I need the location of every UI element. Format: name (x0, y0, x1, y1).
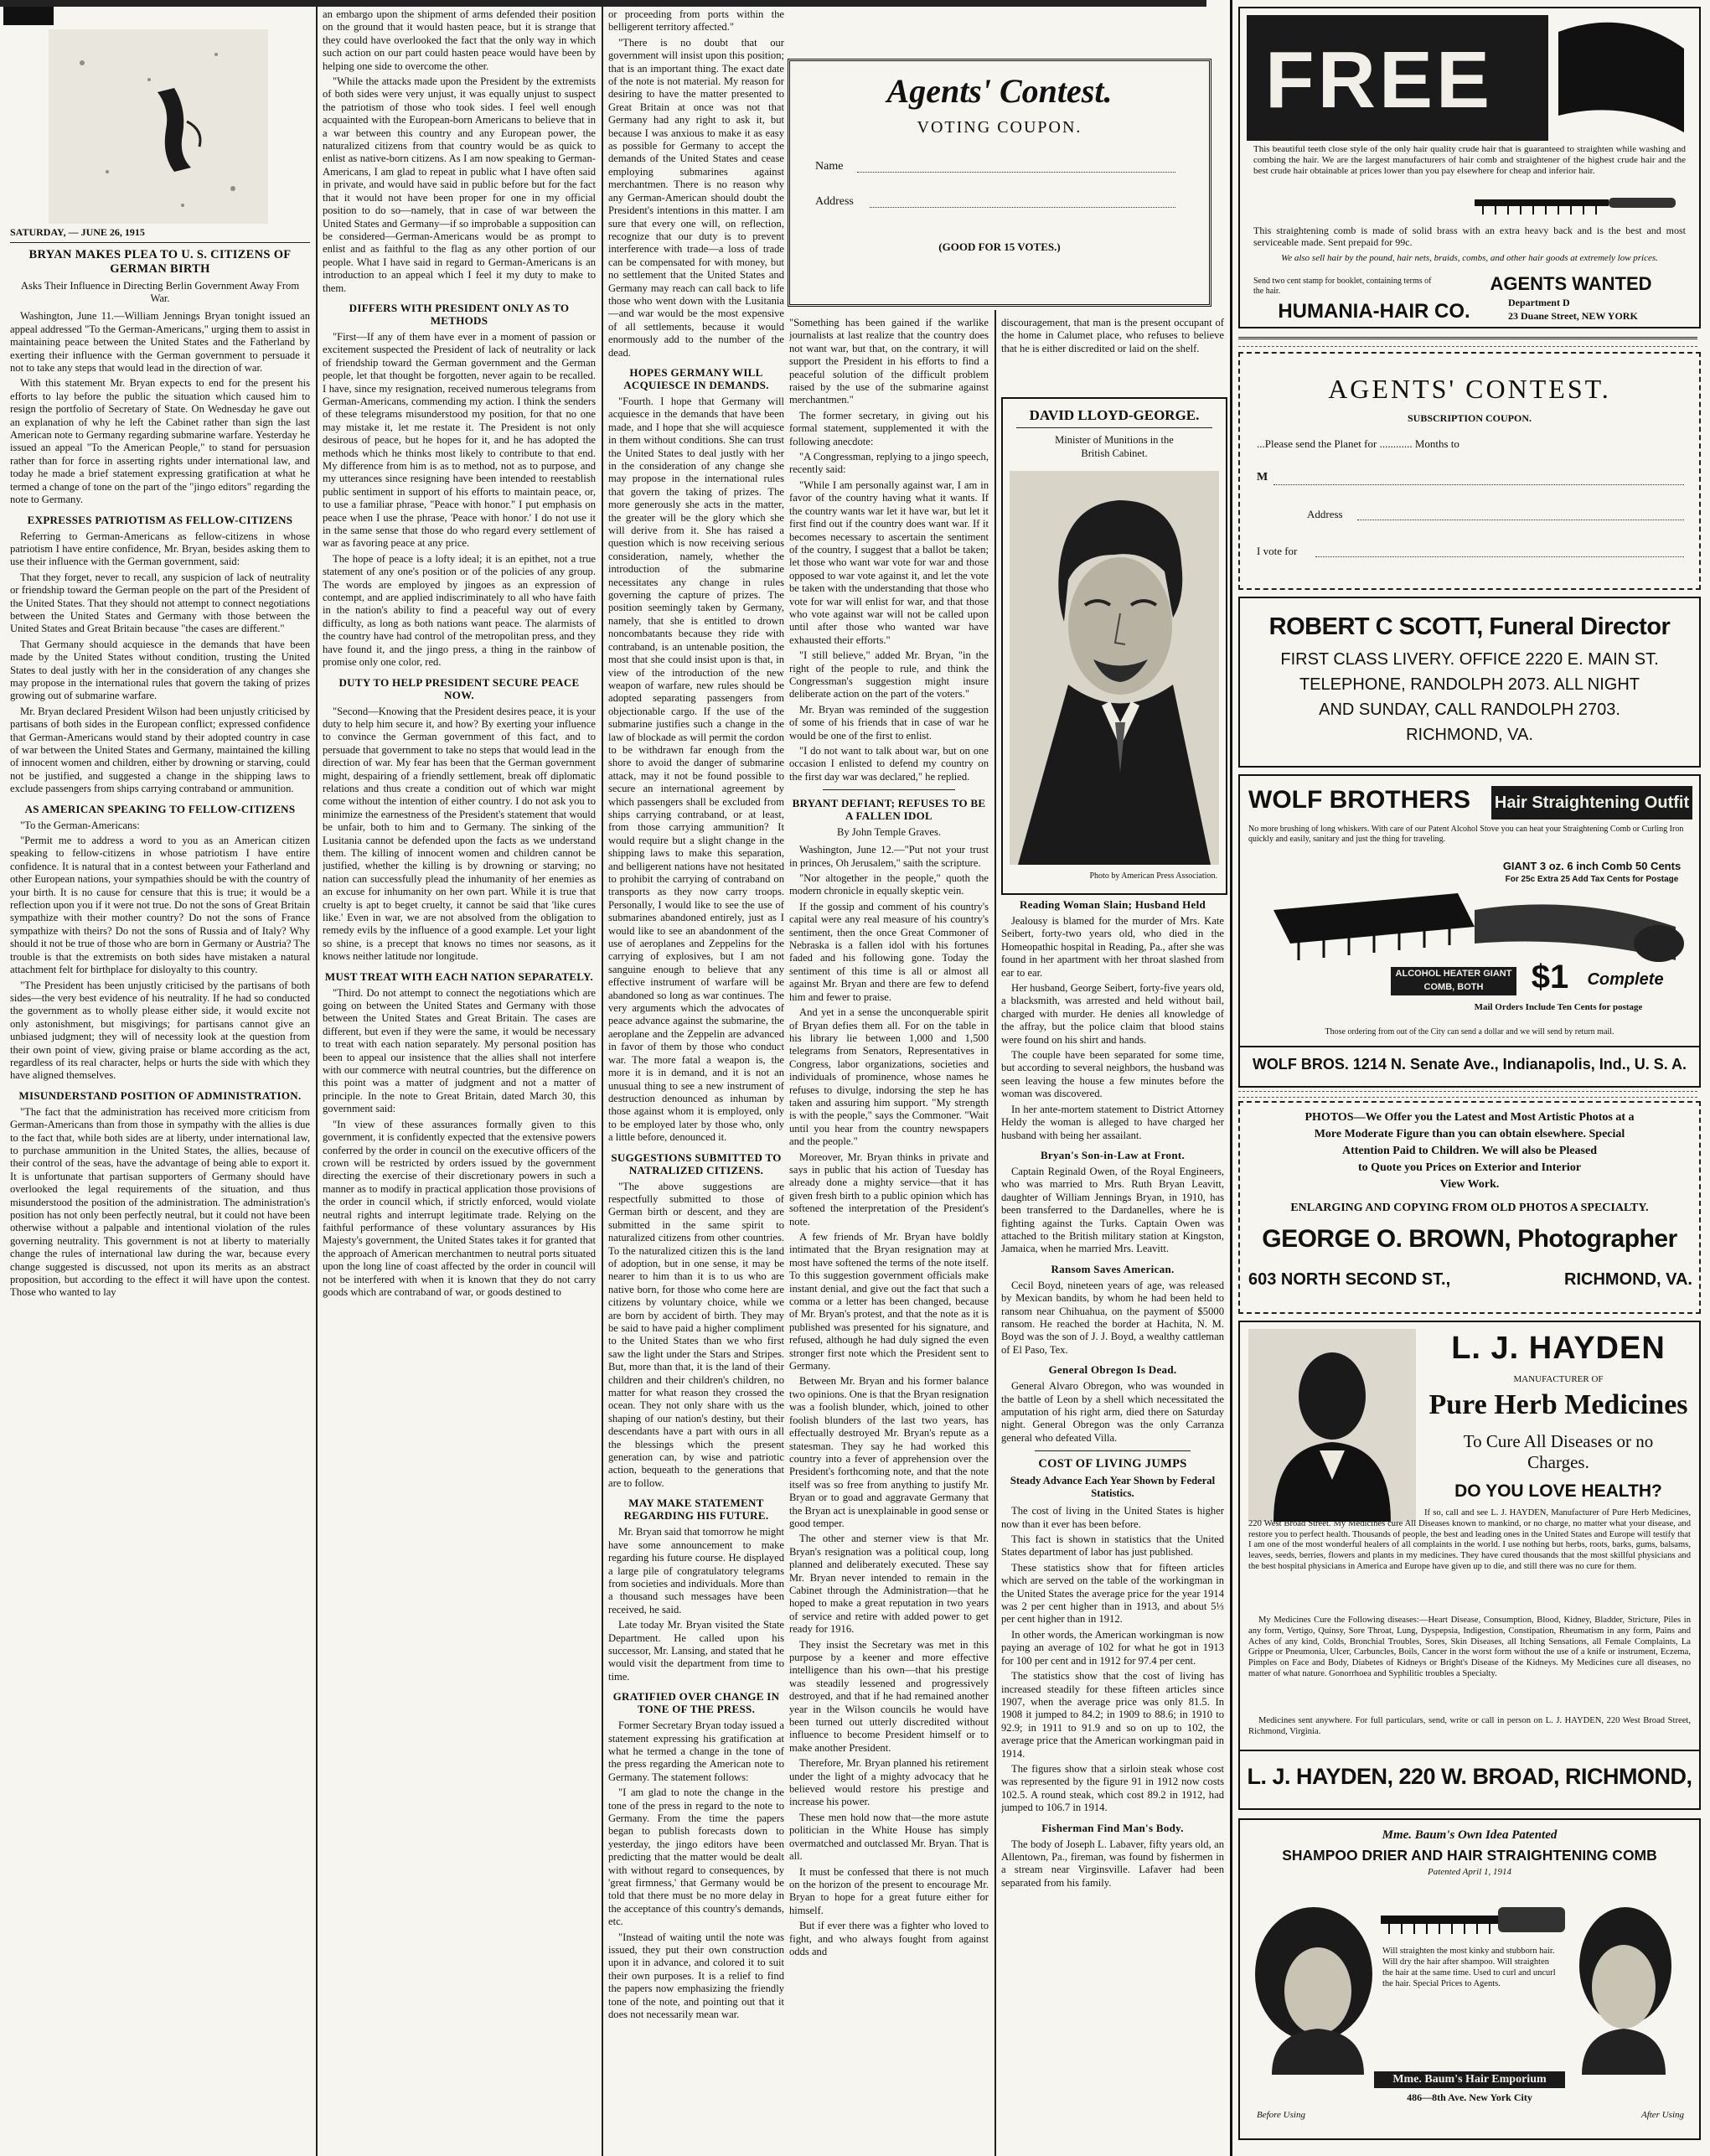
paragraph: Mr. Bryan was reminded of the suggestion of some of his friends that in case of war he would be one of the first to enlist. (789, 703, 989, 742)
brown-line3: Attention Paid to Children. We will also be Pleased (1342, 1145, 1597, 1157)
humania-body: This beautiful teeth close style of the only hair quality crude hair that is guaranteed to straighten while washing and combing the hair. We are the largest manufacturers of hair comb and straightener of the highest crude hair and the best crude hair obtainable at prices lower than you pay elsewhere for cheap and inferior hair. (1253, 144, 1686, 176)
paragraph: "The President has been unjustly criticised by the partisans of both sides—the very best evidence of his neutrality. If he had so conducted the government as to wholly please either side, it would excite not only astonishment, but misgivings; for partisans cannot give an unbiased judgment; they will of necessity look at the question from their own point of view, giving praise or blame according as the act, regardless of its real character, helps or hurts the side with which they have aligned themselves. (10, 979, 310, 1082)
wolf-title: WOLF BROTHERS (1248, 786, 1470, 814)
decorative-rule (1238, 1091, 1697, 1098)
masthead-ornament-image (49, 29, 268, 224)
free-headline: FREE (1265, 35, 1494, 125)
paragraph: With this statement Mr. Bryan expects to end for the present his efforts to lay before the public the situation which caused him to resign the portfolio of Secretary of State. On Wednesday he gave out an explanation of why he left the Cabinet rather than sign the last American note to Germany regarding submarine warfare. Yesterday he issued an appeal "To the American People," to stand for persuasion rather than for force in asserting rights under international law, and today he made a brief statement expressing gratification at what he termed a change of tone on the part of the "jingo editors" regarding the note to Germany. (10, 377, 310, 506)
wolf-tag: No more brushing of long whiskers. With care of our Patent Alcohol Stove you can heat your Straightening Comb or Curling Iron quickly and easily, sanitary and just the thing for traveling. (1248, 825, 1684, 844)
page-top-edge (0, 0, 1206, 7)
headline-reading-woman: Reading Woman Slain; Husband Held (1019, 898, 1206, 911)
humania-body-2: This straightening comb is made of solid brass with an extra heavy back and is the best and most serviceable made. Sent prepaid for 99c. (1253, 225, 1686, 248)
comb-drawing (1475, 186, 1684, 220)
scott-line3: AND SUNDAY, CALL RANDOLPH 2703. (1319, 701, 1620, 719)
wolf-giant-2: For 25c Extra 25 Add Tax Cents for Postage (1505, 875, 1679, 884)
paragraph: "Fourth. I hope that Germany will acquiesce in the demands that have been made, and I hope that she will acquiesce in them without conditions. She can trust the United States to deal justly with her in the consideration of any change she may propose in the international rules that govern the taking of prizes. The more generously she acts in the matter, the greater will be the glory which she will derive from it. She has raised a question which is now receiving serious consideration, namely, whether the introduction of the submarine necessitates any change in rules governing the capture of prizes. The position seemingly taken by Germany, namely, that she is entitled to drown noncombatants because they ride with contraband, is an untenable position, the most that she could insist upon is that, in view of the introduction of the new weapon of warfare, new rules should be adopted separating passengers from objectionable cargo. If the use of the submarine justifies such a change in the law of blockade as will permit the cordon to be withdrawn far enough from the shore to avoid the danger of submarine attack, may it not be found possible to secure an international agreement by which passengers shall be excluded from ships carrying contraband, or at least, from those carrying ammunition? It would require but a slight change in the shipping laws to make this separation, and belligerent nations have not hesitated to prohibit the carrying of contraband on transports as they now carry troops. Personally, I would like to see the use of submarines abandoned entirely, just as I would like to see an abandonment of the use of aeroplanes and Zeppelins for the carrying of explosives, but I am not sanguine enough to believe that any effective instrument of warfare will be abandoned so long as war continues. The very arguments which the advocates of peace advance against the submarine, the aeroplane and the Zeppelin are advanced in favor of them by those who conduct war. The more fatal a weapon is, the more it is in demand, and it is not an unusual thing to see a new instrument of destruction denounced as inhuman by those against whom it is employed, only to be employed later by those who, only a little before, denounced it. (608, 395, 784, 1144)
paragraph: If the gossip and comment of his country's capital were any real measure of his country's sentiment, then the once Great Commoner of Nebraska is a fallen idol with his fortunes faded and his following gone. Today the sentiment of this time is all or almost all against Mr. Bryan and there are few to defend him and fewer to praise. (789, 900, 989, 1003)
paragraph: "Second—Knowing that the President desires peace, it is your duty to help him secure it, and how? By exerting your influence to convince the German government of this fact, and to persuade that government to take no steps that would lead in the direction of war. My fear has been that the German government might, despairing of a friendly settlement, break off diplomatic relations and thus create a condition out of which war might come without the intention of either country. I do not ask you to minimize the earnestness of the President's statement that would be unfair, both to him and to Germany. The sinking of the Lusitania cannot be defended upon the facts as we understand them. The killing of innocent women and children cannot be justified, whether the killing is by drowning or starving; no nation can successfully plead the inhumanity of her enemies as an excuse for inhumanity on her own part. While it is true that cruelty is apt to beget cruelty, it cannot be said that 'like cures like.' Even in war, we are not absolved from the obligation to remedy evils by the influence of a good example. Let your light so shine, is a precept that knows no times nor seasons, as it knows neither latitude nor longitude. (323, 705, 596, 963)
paragraph: And yet in a sense the unconquerable spirit of Bryan defies them all. For on the table in his library lie between 1,000 and 1,500 telegrams from Senators, Representatives in Congress, labor organizations, societies and individuals of prominence, whose names he refuses to divulge, indorsing the step he has taken and assuring him support. "My strength is with the people," says the Commoner. "Wait until you hear from the country newspapers and the people." (789, 1006, 989, 1148)
paragraph: Washington, June 11.—William Jennings Bryan tonight issued an appeal addressed "To the German-Americans," urging them to assist in maintaining peace between the United States and the Fatherland by exerting their influence with the German government to persuade it not to take any steps that would lead in the direction of war. (10, 310, 310, 375)
subscription-subtitle: SUBSCRIPTION COUPON. (1407, 412, 1532, 424)
paragraph: "Permit me to address a word to you as an American citizen speaking to fellow-citizens in whose patriotism I have entire confidence. It is natural that in a contest between your Fatherland and other European nations, your sympathies should be with the country of your birth. It is no cause for censure that this is true; it would be a reflection upon you if it were not true. Do not the sons of Great Britain sympathize with their mother country? Do not the sons of France sympathize with theirs? Do not the sons of Russia and of Italy? Why should it not be true of those who are born in Germany or Austria? The trouble is that the extremists on both sides have mistaken a natural attachment felt for birthplace for disloyalty to this country. (10, 835, 310, 976)
brown-photographer-ad (1238, 1101, 1701, 1314)
voting-coupon-subtitle: VOTING COUPON. (917, 118, 1082, 137)
hayden-product: Pure Herb Medicines (1428, 1389, 1688, 1420)
subhead-hopes: HOPES GERMANY WILL ACQUIESCE IN DEMANDS. (623, 365, 769, 391)
baum-after: After Using (1640, 2110, 1684, 2120)
paragraph: Moreover, Mr. Bryan thinks in private and says in public that his action of Tuesday has already done a mighty service—that it has given fresh birth to a public opinion which has softened the interpretation of the President's note. (789, 1150, 989, 1228)
dark-masthead-ornament (49, 29, 268, 224)
paragraph: Mr. Bryan said that tomorrow he might have some announcement to make regarding his future course. He displayed a large pile of congratulatory telegrams from societies and individuals. More than a thousand such messages have been received, he said. (608, 1526, 784, 1616)
paragraph: or proceeding from ports within the belligerent territory affected." (608, 8, 784, 34)
paragraph: These statistics show that for fifteen articles which are served on the table of the workingman in the United States the average price for the year 1914 was 2 per cent higher than in 1913, and about 5⅓ per cent higher than in 1912. (1001, 1561, 1224, 1626)
paragraph: "While I am personally against war, I am in favor of the country having what it wants. If the country wants war let it have war, but let it first find out if the country does want war. If it becomes necessary to ascertain the sentiment of the country, I suggest that a ballot be taken; let those who want war vote for war and those opposed to war vote against it, and let the vote be taken with the understanding that those who vote for war will enlist for war, and that those who vote against war will not be called upon until after those who wanted war have exhausted their efforts." (789, 478, 989, 646)
paragraph: Her husband, George Seibert, forty-five years old, a blacksmith, was arrested and held without bail, charged with murder. He denies all knowledge of the affray, but the police claim that blood stains were found on his shirt and hands. (1001, 982, 1224, 1046)
headline-bryan-plea: BRYAN MAKES PLEA TO U. S. CITIZENS OF GERMAN BIRTH (28, 248, 292, 277)
subhead-misunderstand: MISUNDERSTAND POSITION OF ADMINISTRATION. (18, 1088, 302, 1102)
wolf-address: WOLF BROS. 1214 N. Senate Ave., Indianapolis, Ind., U. S. A. (1240, 1046, 1699, 1081)
paragraph: General Alvaro Obregon, who was wounded in the battle of Leon by a shell which necessitated the amputation of his right arm, died there on Saturday night. General Obregon was the only Carranza general who defeated Villa. (1001, 1380, 1224, 1444)
paragraph: Mr. Bryan declared President Wilson had been unjustly criticised by partisans of both sides in the European conflict; expressed confidence that German-Americans would stand by their adopted country in case of war between the United States and Germany, maintained the killing of innocent women and children, either by drowning or starving, could not be justified, and suggested a change in the shipping laws to exclude passengers from ships carrying contraband or ammunition. (10, 705, 310, 795)
column-rule-2 (602, 0, 603, 2156)
paragraph: Therefore, Mr. Bryan planned his retirement under the light of a mighty advocacy that he believed would restore his prestige and increase his power. (789, 1757, 989, 1808)
portrait-image (1248, 1329, 1416, 1522)
column-4 (789, 317, 989, 2152)
hair-comb-icon (1550, 15, 1692, 141)
column-rule-1 (316, 0, 318, 2156)
portrait-image (1010, 471, 1219, 865)
subhead-may-make: MAY MAKE STATEMENT REGARDING HIS FUTURE. (623, 1497, 769, 1523)
vote-line[interactable] (1315, 556, 1684, 557)
voting-coupon-title: Agents' Contest. (886, 72, 1113, 110)
subhead-suggestions: SUGGESTIONS SUBMITTED TO NATRALIZED CITIZENS. (611, 1150, 782, 1176)
scott-funeral-ad (1238, 597, 1701, 768)
humania-address: 23 Duane Street, NEW YORK (1508, 310, 1638, 322)
decorative-rule (1238, 337, 1697, 347)
paragraph: The hope of peace is a lofty ideal; it is an epithet, not a true statement of any one's position or of the policies of any group. The words are employed by jingoes as an expression of contempt, and are applied indiscriminately to all who have faith in the nation's ability to find a peaceful way out of every difficulty, as long as both nations want peace. The alarmists of the country have had control of the metropolitan press, and they have found it, and the jingo press, a thing in the rainbow of promise only one color, red. (323, 552, 596, 669)
baum-company: Mme. Baum's Hair Emporium (1374, 2071, 1565, 2088)
paragraph: Washington, June 12.—"Put not your trust in princes, Oh Jerusalem," saith the scripture. (789, 844, 989, 869)
paragraph: "Instead of waiting until the note was issued, they put their own construction upon it in advance, and colored it to suit their own purposes. It is a relief to find the papers now emphasizing the friendly tone of the note, and pointing out that it does not necessarily mean war. (608, 1931, 784, 2021)
scott-line2: TELEPHONE, RANDOLPH 2073. ALL NIGHT (1299, 675, 1640, 694)
humania-dept: Department D (1508, 297, 1570, 308)
m-line[interactable] (1273, 484, 1684, 485)
paragraph: They insist the Secretary was met in this purpose by a keener and more effective intelligence than his own—that his prestige was steadily lessened and progressively destroyed, and that if he had remained another year in the Wilson councils he would have been turned out utterly discredited without influence to become President himself or to make another President. (789, 1638, 989, 1754)
headline-son-in-law: Bryan's Son-in-Law at Front. (1040, 1148, 1186, 1161)
m-label: M (1257, 471, 1268, 483)
column-rule-3 (994, 310, 996, 2156)
paragraph: The body of Joseph L. Labaver, fifty years old, an Allentown, Pa., fireman, was found by fishermen in a stream near Virginsville. Lafaver had been separated from his family. (1001, 1838, 1224, 1889)
paragraph: "In view of these assurances formally given to this government, it is confidently expected that the extensive powers conferred by the order in council on the executive officers of the crown will be restricted by orders issued by the government directing the exercise of their discretionary powers in such a manner as to modify in practical application those provisions of the order in council which, if strictly enforced, would violate neutral rights and interrupt legitimate trade. Relying on the faithful performance of these voluntary assurances by His Majesty's government, the United States takes it for granted that the approach of American merchantmen to neutral ports situated upon the long line of coast affected by the order in council will not be interfered with when it is known that they do not carry goods which are contraband of war, or goods destined to (323, 1118, 596, 1298)
paragraph: The couple have been separated for some time, but according to several neighbors, the husband was seen leaving the house a few minutes before the woman was discovered. (1001, 1049, 1224, 1100)
hayden-p1: If so, call and see L. J. HAYDEN, Manufacturer of Pure Herb Medicines, 220 West Broad Street. My Medicines cure All Diseases known to mankind, or no charge, no matter what your disease, and restore you to perfect health. Thousands of people, the best and leading ones in the United States and Europe will testify that I am one of the most wonderful healers of all complaints in the world. I use nothing but herbs, roots, barks, gums, balsams, leaves, seeds, berries, flowers and plants in my medicines. They have cured thousands that the most skillful physicians and the best hospital physicians in America and Europe have given up to die, and still there was no cure for them. (1248, 1508, 1691, 1571)
portrait-title-1: Minister of Munitions in the (1055, 434, 1174, 446)
column-1 (10, 226, 310, 2153)
votes-label: (GOOD FOR 15 VOTES.) (938, 240, 1061, 253)
brown-line1: PHOTOS—We Offer you the Latest and Most Artistic Photos at a (1304, 1111, 1635, 1124)
paragraph: The figures show that a sirloin steak whose cost was represented by the figure 91 in 1912 now costs 102.5. A round steak, which cost 89.2 in 1912, had jumped to 106.7 in 1914. (1001, 1762, 1224, 1814)
name-line[interactable] (857, 172, 1175, 173)
paragraph: Referring to German-Americans as fellow-citizens in whose patriotism I have entire confidence, Mr. Bryan, besides asking them to use their influence with the German government, said: (10, 530, 310, 568)
address-label: Address (815, 195, 854, 208)
subhead-american-speaking: AS AMERICAN SPEAKING TO FELLOW-CITIZENS (24, 802, 296, 815)
hayden-medicine-ad (1238, 1321, 1701, 1810)
paragraph: an embargo upon the shipment of arms defended their position on the ground that it would hasten peace, but it is strange that they could have overlooked the fact that the only way in which such action on our part could hasten peace would have been by helping one side to overcome the other. (323, 8, 596, 72)
paragraph: Jealousy is blamed for the murder of Mrs. Kate Seibert, forty-two years old, who died in the Homeopathic hospital in Reading, Pa., after she was found in her apartment with her throat slashed from ear to ear. (1001, 915, 1224, 979)
paragraph: Between Mr. Bryan and his former balance two opinions. One is that the Bryan resignation was a foolish blunder, which, joined to other foolish blunders of the last two years, has effectually destroyed Mr. Bryan's repute as a statesman. They say he had worked this country into a fever of apprehension over the President's forthcoming note, and that the note itself was so free from anything to justify Mr. Bryan or to goad and aggravate Germany that the Bryan act is unexplainable in good sense or good temper. (789, 1375, 989, 1529)
paragraph: "Nor altogether in the people," quoth the modern chronicle in equally skeptic vein. (789, 872, 989, 897)
subscription-title: AGENTS' CONTEST. (1328, 374, 1611, 404)
wolf-footer-note: Those ordering from out of the City can send a dollar and we will send by return mail. (1325, 1027, 1614, 1037)
column-rule-4 (1230, 0, 1232, 2156)
brown-line6: ENLARGING AND COPYING FROM OLD PHOTOS A SPECIALTY. (1290, 1202, 1649, 1214)
headline-ransom: Ransom Saves American. (1051, 1262, 1175, 1275)
paragraph: That they forget, never to recall, any suspicion of lack of neutrality or friendship toward the German people on the part of the President of the United States. That they should not attempt to connect negotiations between the United States and Germany with those between the United States and Great Britain because "the cases are different." (10, 571, 310, 635)
brown-line4: to Quote you Prices on Exterior and Interior (1357, 1161, 1582, 1174)
baum-shampoo-ad (1238, 1818, 1701, 2140)
name-label: Name (815, 160, 844, 173)
paragraph: "I do not want to talk about war, but on one occasion I enlisted to defend my country on the first day war was declared," he replied. (789, 745, 989, 783)
subscription-line1: ...Please send the Planet for ............ Months to (1257, 437, 1459, 450)
subhead-patriotism: EXPRESSES PATRIOTISM AS FELLOW-CITIZENS (27, 513, 293, 526)
paragraph: "The fact that the administration has received more criticism from German-Americans than from those in sympathy with the allies is due to the fact that, while both sides are at liberty, under international law, to purchase ammunition in the United States, the allies, because of their control of the seas, have the advantage of being able to export it. It is unfortunate that partisan supporters of Germany should have overlooked the legal requirements of the situation, and thus misunderstood the position of the administration. The administration's position has not only been perfectly neutral, but it could not have been otherwise without a palpable and intentional violation of the rules governing neutrality. This government is not at liberty to materially change the rules of international law during the war, because every change suggested is discussed, not upon its merits as an abstract proposition, but according to the effect it will have upon the contest. Those who wanted to lay (10, 1105, 310, 1299)
paragraph: "I am glad to note the change in the tone of the press in regard to the note to Germany. From the time the papers began to publish forecasts down to yesterday, the jingo editors have been predicting that the matter would be dealt with without regard to consequences, by 'great firmness,' that Germany would be told that there must be no more delay in the acceptance of this country's demands, etc. (608, 1786, 784, 1928)
brown-city: RICHMOND, VA. (1564, 1270, 1692, 1289)
scott-title: ROBERT C SCOTT, Funeral Director (1268, 613, 1671, 640)
paragraph: That Germany should acquiesce in the demands that have been made by the United States without condition, trusting the United States to deal justly with her in the consideration of any changes she may propose in the international rules that govern the taking of prizes growing out of submarine warfare. (10, 638, 310, 702)
voting-coupon (788, 59, 1211, 307)
subhead-gratified: GRATIFIED OVER CHANGE IN TONE OF THE PRESS. (612, 1690, 780, 1716)
hayden-love: DO YOU LOVE HEALTH? (1454, 1481, 1662, 1501)
paragraph: A few friends of Mr. Bryan have boldly intimated that the Bryan resignation may at most have softened the terms of the note itself. To this suggestion government officials make instant denial, and give out the fact that such a comma or a letter has been changed, because of Mr. Bryan's protest, and that the note as it is published was presented for his signature, and refused, although he had duly signed the even stronger first note which the President sent to Germany. (789, 1231, 989, 1373)
comb-image (1550, 15, 1692, 141)
paragraph: The cost of living in the United States is higher now than it ever has been before. (1001, 1505, 1224, 1530)
paragraph: Captain Reginald Owen, of the Royal Engineers, who was married to Mrs. Ruth Bryan Leavitt, daughter of William Jennings Bryan, in 1910, has been transferred to the Dardanelles, where he is fighting against the Turks. Captain Owen was attached to the British military station at Kingston, Jamaica, when he married Mrs. Leavitt. (1001, 1165, 1224, 1255)
subscription-coupon (1238, 352, 1701, 590)
paragraph: These men hold now that—the more astute politician in the White House has simply overmatched and outclassed Mr. Bryan. That is all. (789, 1811, 989, 1863)
divider (823, 789, 955, 790)
paragraph: "A Congressman, replying to a jingo speech, recently said: (789, 451, 989, 476)
paragraph: The statistics show that the cost of living has increased steadily for these fifteen articles since 1907, when the average price was only 81.5. In 1908 it jumped to 84.2; in 1909 to 88.6; in 1910 to 92.9; in 1911 to 91.9 and so on up to 102, the average price that the American workingman paid in 1914. (1001, 1670, 1224, 1760)
paragraph: "First—If any of them have ever in a moment of passion or excitement suspected the President of lack of neutrality or lack of friendship toward the German government and the German people, let that thought be forgotten, never again to be recalled. I have, since my resignation, received numerous telegrams from German-Americans, commending my action. I think the senders of these telegrams misunderstood my position, for that no one may mistake it, let me restate it. The President is not only desirous of peace, but he hopes for it, and he has adopted the methods which he thinks most likely to contribute to that end. My difference from him is as to method, not as to purpose, and my utterances since resigning have been intended to reestablish public sentiment in support of his efforts to maintain peace, or, to use a familiar phrase, "Peace with honor." I put emphasis on peace when I use the phrase, 'Peace with honor.' I do not use it in the same sense that those do who regard every settlement of war as favoring peace at any price. (323, 330, 596, 550)
scott-line1: FIRST CLASS LIVERY. OFFICE 2220 E. MAIN ST. (1280, 650, 1659, 669)
humania-hair-ad (1238, 7, 1701, 328)
humania-company: HUMANIA-HAIR CO. (1278, 300, 1470, 323)
paragraph: Former Secretary Bryan today issued a statement expressing his gratification at what he termed a change in the tone of the press regarding the American note to Germany. The statement follows: (608, 1719, 784, 1783)
brown-name: GEORGE O. BROWN, Photographer (1262, 1225, 1677, 1253)
alcohol-heater: ALCOHOL HEATER GIANT COMB, BOTH (1391, 967, 1516, 995)
paragraph: "Third. Do not attempt to connect the negotiations which are going on between the United States and Germany with those between the United States and Great Britain. The cases are different, but even if they were the same, it would be necessary to treat with each nation separately. My personal position has been to appeal our insistence that the allies shall not interfere with our commerce with neutral countries, but the difference on this point was a matter of judgment and not a matter of principle. In the note to Great Britain, dated March 30, this government said: (323, 986, 596, 1115)
humania-send: Send two cent stamp for booklet, containing terms of the hair. (1253, 277, 1432, 296)
lloyd-george-portrait-box (1001, 397, 1227, 895)
divider (1035, 1450, 1191, 1451)
hayden-footer: L. J. HAYDEN, 220 W. BROAD, RICHMOND, (1240, 1750, 1699, 1802)
baum-top: Mme. Baum's Own Idea Patented (1382, 1828, 1558, 1842)
paragraph: "While the attacks made upon the President by the extremists of both sides were very unjust, it was equally unjust to suspect the patriotism of those who took sides. I feel well enough acquainted with the European-born Americans to believe that in a war between this country and any European power, the naturalized citizens from that country would be as quick to enlist as native-born citizens. As I am now speaking to German-Americans, I am glad to repeat in public what I have often said in private, and would have said in public before but for the fact that it would not have been proper for one in my official position to do so—namely, that in case of war between the United States and Germany—if so improbable a supposition can be considered—German-Americans would be as prompt to enlist and as faithful to the flag as any other portion of our people. What I have said in regard to German-Americans is an introduction to an appeal which I feel it my duty to make to them. (323, 75, 596, 294)
paragraph: "The above suggestions are respectfully submitted to those of German birth or descent, and they are submitted in the same spirit to naturalized citizens from other countries. To the naturalized citizen this is the land of adoption, but in one sense, it may be nearer to him than it is to us who are native born, for those who come here are citizens by voluntary choice, while we are born by accident of birth. They may be said to have paid a higher compliment to the United States than we who first saw the light under the Stars and Stripes. But, more than that, it is the land of their children and their children's children, no matter for what reason they crossed the ocean. They not only share with us the shaping of our nation's destiny, but their descendants have a part with ours in all the blessings which the present generation can, by wise and patriotic action, bequeath to the generations that are to follow. (608, 1180, 784, 1489)
column-5-top (1001, 317, 1224, 396)
divider (1016, 427, 1212, 428)
paragraph: The former secretary, in giving out his formal statement, supplemented it with the following anecdote: (789, 409, 989, 447)
wolf-orders: Mail Orders Include Ten Cents for postage (1474, 1002, 1643, 1012)
column-2 (323, 8, 596, 2153)
paragraph: "I still believe," added Mr. Bryan, "in the right of the people to rule, and think the Congressman's suggestion might insure deliberate action on the part of the voters." (789, 649, 989, 701)
portrait-name: DAVID LLOYD-GEORGE. (1029, 407, 1200, 423)
hayden-p3: Medicines sent anywhere. For full particulars, send, write or call in person on L. J. HAYDEN, 220 West Broad Street, Richmond, Virginia. (1248, 1716, 1691, 1736)
paragraph: "Something has been gained if the warlike journalists at last realize that the country does not want war, but that, on the contrary, it will support the President in his efforts to find a peaceful solution of the difficult problem raised by the use of the submarine against merchantmen." (789, 317, 989, 406)
subhead-must-treat: MUST TREAT WITH EACH NATION SEPARATELY. (324, 969, 594, 983)
dateline: SATURDAY, — JUNE 26, 1915 (10, 226, 145, 238)
page-number-fragment (3, 7, 54, 25)
wolf-complete: Complete (1587, 970, 1664, 989)
deck-bryan-plea: Asks Their Influence in Directing Berlin Government Away From War. (20, 280, 300, 305)
photo-credit: Photo by American Press Association. (1089, 871, 1217, 881)
wolf-giant: GIANT 3 oz. 6 inch Comb 50 Cents (1502, 860, 1682, 872)
paragraph: Cecil Boyd, nineteen years of age, was released by Mexican bandits, by whom he had been held to ransom near Chihuahua, on the payment of $5000 ransom. He reached the border at Hachita, N. M. Boyd was the son of J. J. Boyd, a wealthy cattleman of El Paso, Tex. (1001, 1279, 1224, 1356)
paragraph: "There is no doubt that our government will insist upon this position; that is an important thing. The exact date of the note is not material. My reason for desiring to have the matter presented to Great Britain at once was not that Germany had any right to ask it, but because I was anxious to make it as easy as possible for Germany to accept the demands of the United States and cease employing submarines against merchantmen. There is no reason why any German-American should doubt the President's intentions in this matter. I am sure that every one will, on reflection, recognize that our duty is to prevent interference with trade—a loss of trade can be compensated for with money, but no settlement that the United States and Germany may reach can call back to life those who went down with the Lusitania—and war would be the most expensive of all settlements, because it would enormously add to the number of the dead. (608, 36, 784, 359)
address-line[interactable] (870, 207, 1175, 208)
humania-small: We also sell hair by the pound, hair nets, braids, combs, and other hair goods at extremely low prices. (1281, 253, 1658, 263)
baum-address: 486—8th Ave. New York City (1407, 2091, 1532, 2103)
wolf-title-2: Hair Straightening Outfit (1491, 786, 1692, 819)
baum-title: SHAMPOO DRIER AND HAIR STRAIGHTENING COMB (1282, 1847, 1657, 1864)
column-3 (608, 8, 784, 2153)
hayden-name: L. J. HAYDEN (1451, 1331, 1666, 1366)
paragraph: But if ever there was a fighter who loved to fight, and who always fought from against odds and (789, 1920, 989, 1957)
paragraph: In other words, the American workingman is now paying an average of 102 for what he got in 1913 for 100 per cent and in 1912 for 97.4 per cent. (1001, 1628, 1224, 1667)
baum-patented: Patented April 1, 1914 (1427, 1867, 1511, 1877)
baum-before: Before Using (1257, 2110, 1305, 2120)
scott-line4: RICHMOND, VA. (1406, 726, 1533, 744)
headline-cost-of-living: COST OF LIVING JUMPS (1038, 1457, 1187, 1471)
divider (10, 242, 310, 243)
straightening-comb-icon (1475, 186, 1684, 220)
vote-label: I vote for (1257, 545, 1298, 557)
deck-cost-of-living: Steady Advance Each Year Shown by Federal Statistics. (1010, 1475, 1216, 1500)
headline-fisherman: Fisherman Find Man's Body. (1041, 1821, 1184, 1834)
brown-address: 603 NORTH SECOND ST., (1248, 1270, 1451, 1289)
paragraph: "To the German-Americans: (20, 819, 140, 831)
paragraph: discouragement, that man is the present occupant of the home in Calumet place, who refuses to believe that he is either discredited or laid on the shelf. (1001, 317, 1224, 354)
agents-wanted: AGENTS WANTED (1490, 273, 1652, 294)
headline-obregon: General Obregon Is Dead. (1048, 1363, 1177, 1377)
hayden-portrait (1248, 1329, 1416, 1522)
wolf-brothers-ad (1238, 774, 1701, 1088)
brown-line2: More Moderate Figure than you can obtain elsewhere. Special (1314, 1128, 1625, 1140)
sub-address-label: Address (1307, 508, 1343, 520)
hayden-p2: My Medicines Cure the Following diseases:—Heart Disease, Consumption, Blood, Kidney, Bladder, Stricture, Piles in any form, Vertigo, Quinsy, Sore Throat, Lung, Dyspepsia, Indigestion, Constipation, Rheumatism in any form, Pains and Aches of any kind, Colds, Bronchial Troubles, Sores, Skin Diseases, all Itching Sensations, all Female Complaints, La Grippe or Pneumonia, Ulcer, Carbuncles, Boils, Cancer in the worst form without the use of a knife or instrument, Eczema, Pimples on Face and Body, Diabetes of Kidneys or Bright's Disease of the Kidneys. My Medicines cure all diseases, no matter of what nature. Gonorrhoea and Syphilitic troubles a Specialty. (1248, 1616, 1691, 1678)
brown-line5: View Work. (1439, 1178, 1500, 1191)
wolf-price: $1 (1531, 959, 1569, 995)
paragraph: It must be confessed that there is not much on the horizon of the present to encourage Mr. Bryan to hope for a great future either for himself. (789, 1865, 989, 1916)
paragraph: In her ante-mortem statement to District Attorney Heldy the woman is alleged to have charged her husband with being her assailant. (1001, 1103, 1224, 1141)
column-5-bottom (1001, 898, 1224, 2152)
paragraph: This fact is shown in statistics that the United States department of labor has just published. (1001, 1533, 1224, 1559)
baum-body: Will straighten the most kinky and stubborn hair. Will dry the hair after shampoo. Will straighten the hair at the same time. Used to curl and uncurl the hair. Special Prices to Agents. (1382, 1947, 1556, 1988)
subhead-differs: DIFFERS WITH PRESIDENT ONLY AS TO METHODS (349, 301, 570, 327)
hayden-mfr: MANUFACTURER OF (1513, 1374, 1604, 1384)
headline-bryan-defiant: BRYANT DEFIANT; REFUSES TO BE A FALLEN IDOL (792, 797, 986, 823)
paragraph: The other and sterner view is that Mr. Bryan's resignation was a political coup, long planned and deliberately executed. These say Mr. Bryan never intended to remain in the Cabinet through the Administration—that he hoped to make a great reputation in two years of service and retire with added power to get ready for 1916. (789, 1533, 989, 1636)
byline: By John Temple Graves. (836, 826, 942, 839)
subhead-duty: DUTY TO HELP PRESIDENT SECURE PEACE NOW. (338, 675, 580, 701)
paragraph: Late today Mr. Bryan visited the State Department. He called upon his successor, Mr. Lansing, and stated that he would visit the department from time to time. (608, 1619, 784, 1683)
lloyd-george-photo (1010, 471, 1219, 865)
hayden-cure: To Cure All Diseases or no Charges. (1463, 1431, 1654, 1472)
portrait-title-2: British Cabinet. (1081, 447, 1148, 459)
